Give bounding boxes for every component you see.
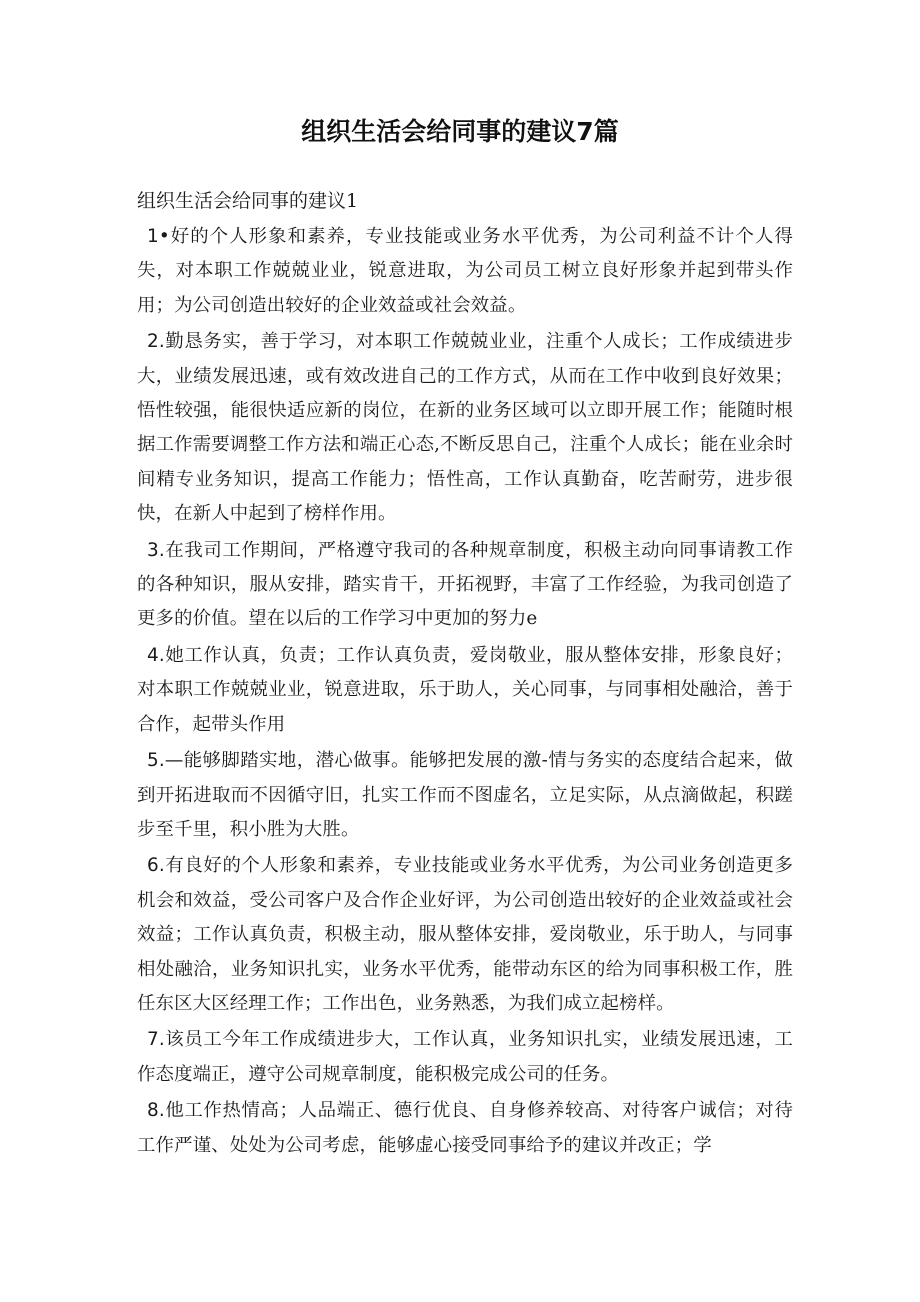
paragraph-text: —能够脚踏实地，潜心做事。能够把发展的激-情与务实的态度结合起来，做到开拓进取而不因循守旧，扎实工作而不图虚名，立足实际，从点滴做起，积蹉步至千里，积小胜为大胜。 xyxy=(137,750,793,840)
paragraph-8 xyxy=(137,1094,793,1163)
paragraph-text: 勤恳务实，善于学习，对本职工作兢兢业业，注重个人成长；工作成绩进步大，业绩发展迅速，或有效改进自己的工作方式，从而在工作中收到良好效果；悟性较强，能很快适应新的岗位，在新的业务区域可以立即开展工作；能随时根据工作需要调整工作方法和端正心态,不断反思自己，注重个人成长；能在业余时间精专业务知识，提高工作能力；悟性高，工作认真勤奋，吃苦耐劳，进步很快，在新人中起到了榜样作用。 xyxy=(137,331,793,525)
paragraph-text: 有良好的个人形象和素养，专业技能或业务水平优秀，为公司业务创造更多机会和效益，受公司客户及合作企业好评，为公司创造出较好的企业效益或社会效益；工作认真负责，积极主动，服从整体安排，爱岗敬业，乐于助人，与同事相处融洽，业务知识扎实，业务水平优秀，能带动东区的给为同事积极工作，胜任东区大区经理工作；工作出色，业务熟悉，为我们成立起榜样。 xyxy=(137,855,793,1014)
paragraph-number: 3. xyxy=(147,539,165,561)
paragraph-2 xyxy=(137,325,793,531)
paragraph-number: 8. xyxy=(147,1100,165,1122)
section-heading: 组织生活会给同事的建议1 xyxy=(137,190,359,212)
paragraph-4 xyxy=(137,639,793,742)
paragraph-text: 她工作认真，负责；工作认真负责，爱岗敬业，服从整体安排，形象良好；对本职工作兢兢业业，锐意进取，乐于助人，关心同事，与同事相处融洽，善于合作，起带头作用 xyxy=(137,644,793,735)
paragraph-6 xyxy=(137,849,793,1021)
paragraph-text: 好的个人形象和素养，专业技能或业务水平优秀，为公司利益不计个人得失，对本职工作兢兢业业，锐意进取，为公司员工树立良好形象并起到带头作用；为公司创造出较好的企业效益或社会效益。 xyxy=(137,226,793,316)
document-title: 组织生活会给同事的建议7篇 xyxy=(301,117,619,146)
paragraph-1 xyxy=(137,220,793,323)
paragraph-7 xyxy=(137,1023,793,1092)
paragraph-5 xyxy=(137,744,793,847)
paragraph-3 xyxy=(137,534,793,637)
paragraph-number: 5. xyxy=(147,750,165,772)
paragraph-number: 6. xyxy=(147,855,165,877)
paragraph-number: 1• xyxy=(147,226,170,247)
paragraph-text: 在我司工作期间，严格遵守我司的各种规章制度，积极主动向同事请教工作的各种知识，服从安排，踏实肯干，开拓视野，丰富了工作经验，为我司创造了更多的价值。望在以后的工作学习中更加的努力e xyxy=(137,539,793,630)
document-body xyxy=(137,220,793,1165)
paragraph-number: 7. xyxy=(147,1029,165,1051)
paragraph-number: 2. xyxy=(147,331,165,353)
paragraph-text: 该员工今年工作成绩进步大，工作认真，业务知识扎实，业绩发展迅速，工作态度端正，遵守公司规章制度，能积极完成公司的任务。 xyxy=(137,1029,793,1085)
paragraph-number: 4. xyxy=(147,644,165,666)
paragraph-text: 他工作热情高；人品端正、德行优良、自身修养较高、对待客户诚信；对待工作严谨、处处为公司考虑，能够虚心接受同事给予的建议并改正；学 xyxy=(137,1100,793,1156)
